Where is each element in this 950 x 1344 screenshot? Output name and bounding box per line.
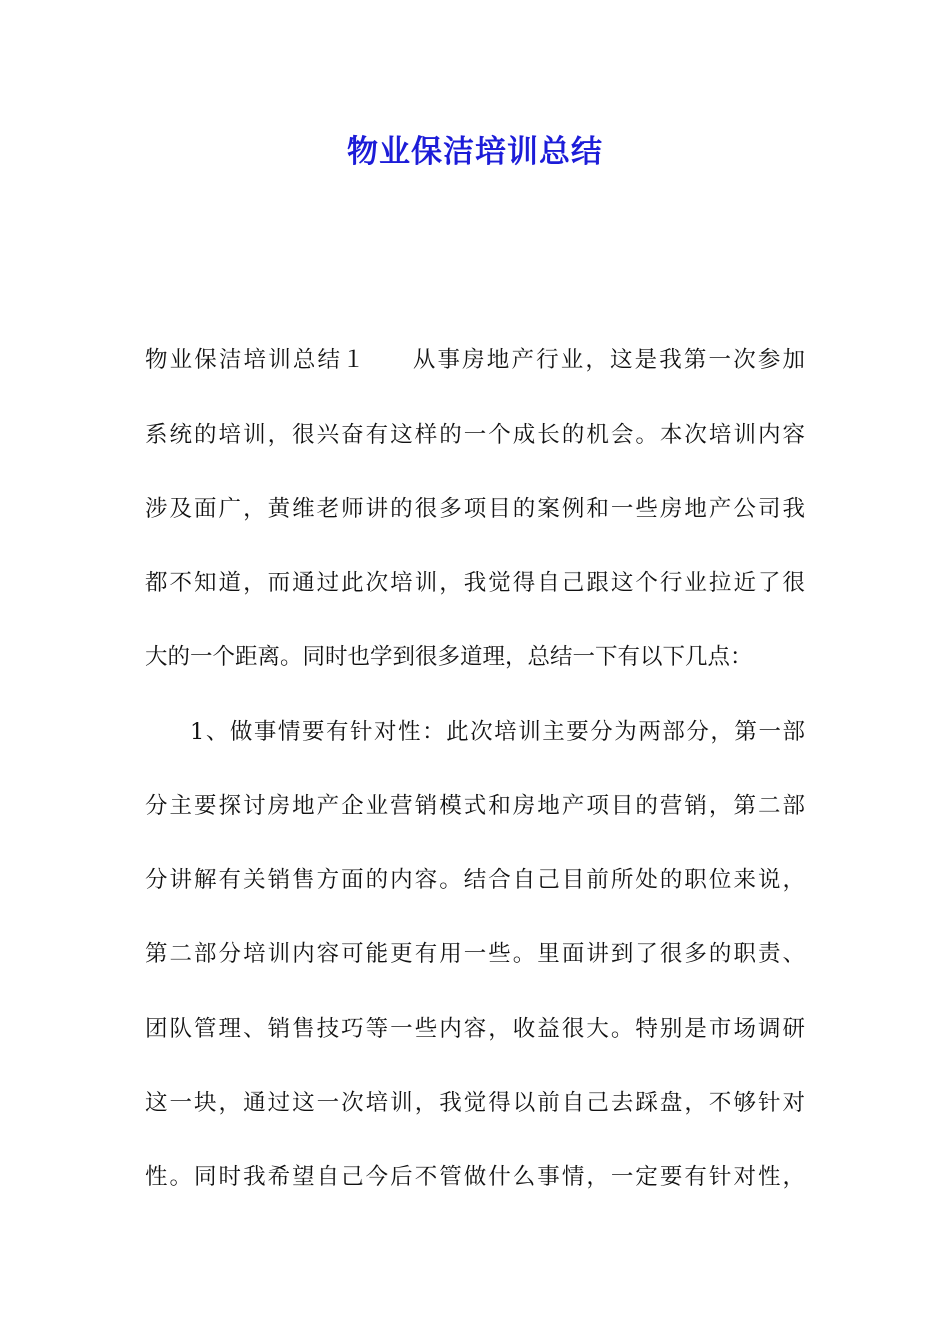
paragraph-line-10: 团队管理、销售技巧等一些内容，收益很大。特别是市场调研 bbox=[145, 1016, 805, 1042]
paragraph-line-6: 1、做事情要有针对性：此次培训主要分为两部分，第一部 bbox=[190, 719, 805, 745]
paragraph-line-11: 这一块，通过这一次培训，我觉得以前自己去踩盘，不够针对 bbox=[145, 1090, 805, 1116]
paragraph-line-8: 分讲解有关销售方面的内容。结合自己目前所处的职位来说， bbox=[145, 867, 805, 893]
paragraph-line-2: 系统的培训，很兴奋有这样的一个成长的机会。本次培训内容 bbox=[145, 422, 805, 448]
paragraph-line-3: 涉及面广，黄维老师讲的很多项目的案例和一些房地产公司我 bbox=[145, 496, 805, 522]
document-title: 物业保洁培训总结 bbox=[347, 134, 603, 170]
paragraph-line-12: 性。同时我希望自己今后不管做什么事情，一定要有针对性， bbox=[145, 1164, 805, 1190]
paragraph-line-9: 第二部分培训内容可能更有用一些。里面讲到了很多的职责、 bbox=[145, 941, 805, 967]
line-text: 从事房地产行业，这是我第一次参加 bbox=[410, 347, 805, 373]
section-heading: 物业保洁培训总结１ bbox=[145, 347, 367, 373]
paragraph-line-4: 都不知道，而通过此次培训，我觉得自己跟这个行业拉近了很 bbox=[145, 570, 805, 596]
paragraph-line-7: 分主要探讨房地产企业营销模式和房地产项目的营销，第二部 bbox=[145, 793, 805, 819]
paragraph-line-5: 大的一个距离。同时也学到很多道理，总结一下有以下几点： bbox=[145, 644, 753, 670]
paragraph-line-1 bbox=[145, 345, 805, 375]
